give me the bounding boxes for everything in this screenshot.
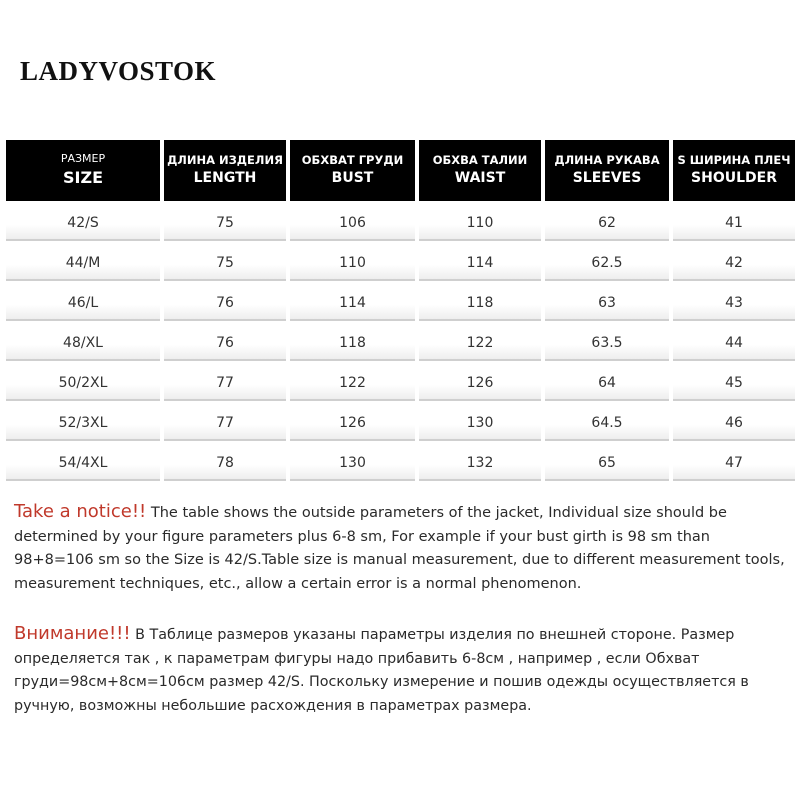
header-label-en: SLEEVES [572, 169, 642, 186]
header-cell [164, 140, 286, 201]
header-label-ru: РАЗМЕР [60, 152, 106, 166]
table-cell: 45 [673, 367, 795, 401]
notice-russian-lead: Внимание!!! [14, 623, 131, 644]
header-cell [545, 140, 669, 201]
table-cell: 65 [545, 447, 669, 481]
table-cell: 46 [673, 407, 795, 441]
table-cell: 76 [164, 327, 286, 361]
header-label-en: WAIST [454, 169, 506, 186]
table-cell: 132 [419, 447, 541, 481]
table-cell: 64 [545, 367, 669, 401]
table-cell: 77 [164, 407, 286, 441]
header-cell [6, 140, 160, 201]
table-cell: 114 [290, 287, 415, 321]
table-cell: 118 [290, 327, 415, 361]
table-cell: 54/4XL [6, 447, 160, 481]
table-cell: 75 [164, 247, 286, 281]
table-cell: 75 [164, 207, 286, 241]
header-label-en: LENGTH [193, 169, 257, 186]
table-cell: 50/2XL [6, 367, 160, 401]
table-cell: 130 [290, 447, 415, 481]
table-cell: 126 [419, 367, 541, 401]
table-cell: 77 [164, 367, 286, 401]
notice-english-text: The table shows the outside parameters of the jacket, Individual size should be determined by your figure parameters plus 6-8 sm, For example if your bust girth is 98 sm than 98+8=106 sm so the Size is 42/S.Table size is manual measurement, due to different measurement tools, measurement techniques, etc., allow a certain error is a normal phenomenon. [14, 505, 785, 592]
table-cell: 114 [419, 247, 541, 281]
header-label-ru: ОБХВАТ ГРУДИ [301, 153, 404, 168]
table-cell: 122 [290, 367, 415, 401]
table-cell: 118 [419, 287, 541, 321]
size-table [6, 140, 793, 481]
table-cell: 76 [164, 287, 286, 321]
header-label-ru: ДЛИНА РУКАВА [554, 153, 660, 168]
table-cell: 52/3XL [6, 407, 160, 441]
table-cell: 64.5 [545, 407, 669, 441]
table-cell: 43 [673, 287, 795, 321]
table-cell: 106 [290, 207, 415, 241]
brand-logo: LADYVOSTOK [20, 56, 217, 86]
table-cell: 122 [419, 327, 541, 361]
table-cell: 47 [673, 447, 795, 481]
header-label-en: SHOULDER [691, 169, 777, 186]
header-cell [673, 140, 795, 201]
table-cell: 44/M [6, 247, 160, 281]
table-cell: 63.5 [545, 327, 669, 361]
notice-english-lead: Take a notice!! [14, 501, 147, 522]
header-label-ru: ОБХВА ТАЛИИ [432, 153, 528, 168]
table-cell: 42/S [6, 207, 160, 241]
notice-russian-text: В Таблице размеров указаны параметры изделия по внешней стороне. Размер определяется так , к параметрам фигуры надо прибавить 6-8см , например , если Обхват груди=98см+8см=106см размер 42/S. Поскольку измерение и пошив одежды осуществляется в ручную, возможны небольшие расхождения в параметрах размера. [14, 627, 749, 714]
table-cell: 130 [419, 407, 541, 441]
table-cell: 78 [164, 447, 286, 481]
header-label-ru: S ШИРИНА ПЛЕЧ [677, 153, 791, 168]
table-cell: 126 [290, 407, 415, 441]
header-cell [290, 140, 415, 201]
header-cell [419, 140, 541, 201]
header-label-ru: ДЛИНА ИЗДЕЛИЯ [167, 153, 283, 168]
header-label-en: BUST [331, 169, 374, 186]
table-cell: 46/L [6, 287, 160, 321]
table-cell: 62.5 [545, 247, 669, 281]
table-cell: 63 [545, 287, 669, 321]
table-cell: 44 [673, 327, 795, 361]
header-label-en: SIZE [62, 168, 103, 188]
table-cell: 62 [545, 207, 669, 241]
table-cell: 110 [419, 207, 541, 241]
table-cell: 110 [290, 247, 415, 281]
table-cell: 42 [673, 247, 795, 281]
notice-russian [14, 622, 794, 718]
table-cell: 48/XL [6, 327, 160, 361]
table-cell: 41 [673, 207, 795, 241]
notice-english [14, 500, 794, 596]
